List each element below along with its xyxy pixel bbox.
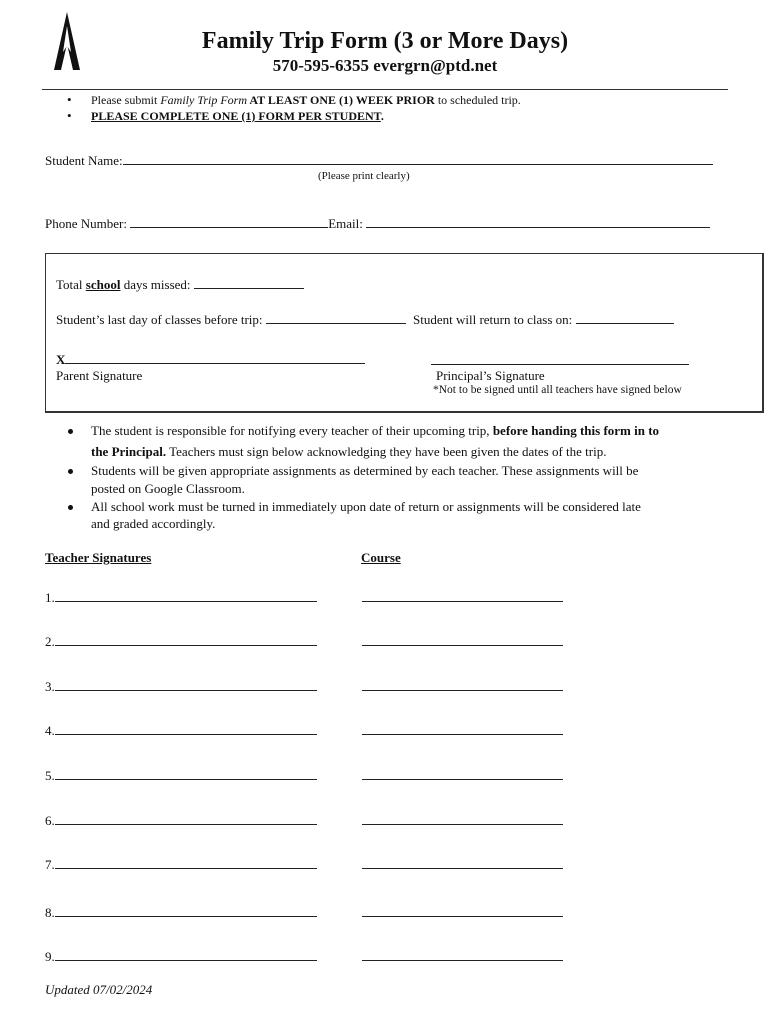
bullet: • bbox=[67, 92, 72, 107]
teacher-signature-row bbox=[45, 768, 317, 784]
course-field[interactable] bbox=[362, 634, 563, 646]
course-field[interactable] bbox=[362, 813, 563, 825]
note-1-line-1: The student is responsible for notifying every teacher of their upcoming trip, before handing this form in to bbox=[91, 423, 660, 438]
email-label: Email: bbox=[328, 216, 363, 231]
bullet bbox=[68, 469, 73, 474]
phone-label: Phone Number: bbox=[45, 216, 127, 231]
course-row bbox=[362, 857, 563, 873]
course-header: Course bbox=[361, 550, 401, 565]
course-row bbox=[362, 813, 563, 829]
contact-row bbox=[45, 216, 710, 232]
row-number: 8. bbox=[45, 905, 55, 920]
teacher-signature-field[interactable] bbox=[55, 949, 317, 961]
course-field[interactable] bbox=[362, 679, 563, 691]
teacher-signatures-header: Teacher Signatures bbox=[45, 550, 152, 565]
form-title: Family Trip Form (3 or More Days) bbox=[201, 28, 569, 54]
bullet bbox=[68, 505, 73, 510]
principal-signature-label: Principal’s Signature bbox=[436, 368, 545, 383]
course-field[interactable] bbox=[362, 949, 563, 961]
instruction-item-1: Please submit Family Trip Form AT LEAST ONE (1) WEEK PRIOR to scheduled trip. bbox=[91, 93, 521, 107]
note-2-line-1: Students will be given appropriate assignments as determined by each teacher. These assignments will be bbox=[91, 463, 639, 478]
row-number: 3. bbox=[45, 679, 55, 694]
teacher-signature-field[interactable] bbox=[55, 679, 317, 691]
last-day-field[interactable] bbox=[266, 312, 406, 324]
name-hint: (Please print clearly) bbox=[318, 170, 410, 182]
days-missed-row: Total school days missed: bbox=[56, 277, 304, 293]
teacher-signature-row bbox=[45, 813, 317, 829]
note-2-line-2: posted on Google Classroom. bbox=[91, 481, 245, 496]
teacher-signature-row bbox=[45, 679, 317, 695]
days-missed-field[interactable] bbox=[194, 277, 304, 289]
principal-note: *Not to be signed until all teachers have signed below bbox=[433, 384, 682, 396]
teacher-signature-row bbox=[45, 905, 317, 921]
teacher-signature-field[interactable] bbox=[55, 768, 317, 780]
course-row bbox=[362, 590, 563, 606]
course-row bbox=[362, 949, 563, 965]
return-label: Student will return to class on: bbox=[413, 312, 573, 327]
updated-date: Updated 07/02/2024 bbox=[45, 982, 153, 997]
course-row bbox=[362, 679, 563, 695]
student-name-label: Student Name: bbox=[45, 153, 123, 168]
teacher-signature-field[interactable] bbox=[55, 723, 317, 735]
bullet: • bbox=[67, 108, 72, 123]
row-number: 9. bbox=[45, 949, 55, 964]
contact-info: 570-595-6355 evergrn@ptd.net bbox=[272, 56, 498, 75]
row-number: 7. bbox=[45, 857, 55, 872]
header-divider bbox=[42, 89, 728, 90]
instruction-item-2: PLEASE COMPLETE ONE (1) FORM PER STUDENT. bbox=[91, 109, 384, 123]
email-field[interactable] bbox=[366, 216, 710, 228]
teacher-signature-row bbox=[45, 723, 317, 739]
student-name-field[interactable] bbox=[123, 153, 713, 165]
return-date-field[interactable] bbox=[576, 312, 674, 324]
parent-signature-row: X bbox=[56, 352, 365, 368]
course-row bbox=[362, 634, 563, 650]
course-field[interactable] bbox=[362, 590, 563, 602]
last-day-label: Student’s last day of classes before trip: bbox=[56, 312, 263, 327]
course-row bbox=[362, 768, 563, 784]
teacher-signature-field[interactable] bbox=[55, 813, 317, 825]
row-number: 4. bbox=[45, 723, 55, 738]
row-number: 5. bbox=[45, 768, 55, 783]
teacher-signature-field[interactable] bbox=[55, 590, 317, 602]
teacher-signature-row bbox=[45, 857, 317, 873]
teacher-signature-row bbox=[45, 949, 317, 965]
parent-signature-field[interactable] bbox=[65, 352, 365, 364]
note-1-line-2: the Principal. Teachers must sign below acknowledging they have been given the dates of the trip. bbox=[91, 444, 607, 459]
course-field[interactable] bbox=[362, 723, 563, 735]
course-row bbox=[362, 723, 563, 739]
teacher-signature-field[interactable] bbox=[55, 857, 317, 869]
teacher-signature-field[interactable] bbox=[55, 634, 317, 646]
course-row bbox=[362, 905, 563, 921]
student-name-row bbox=[45, 153, 713, 169]
teacher-signature-row bbox=[45, 590, 317, 606]
phone-field[interactable] bbox=[130, 216, 328, 228]
teacher-signature-field[interactable] bbox=[55, 905, 317, 917]
principal-signature-field[interactable] bbox=[431, 353, 689, 365]
row-number: 6. bbox=[45, 813, 55, 828]
course-field[interactable] bbox=[362, 905, 563, 917]
note-3-line-1: All school work must be turned in immediately upon date of return or assignments will be considered late bbox=[91, 499, 641, 514]
teacher-signature-row bbox=[45, 634, 317, 650]
note-3-line-2: and graded accordingly. bbox=[91, 516, 216, 531]
bullet bbox=[68, 429, 73, 434]
row-number: 1. bbox=[45, 590, 55, 605]
course-field[interactable] bbox=[362, 768, 563, 780]
course-field[interactable] bbox=[362, 857, 563, 869]
parent-signature-label: Parent Signature bbox=[56, 368, 143, 383]
row-number: 2. bbox=[45, 634, 55, 649]
dates-row bbox=[56, 312, 674, 328]
